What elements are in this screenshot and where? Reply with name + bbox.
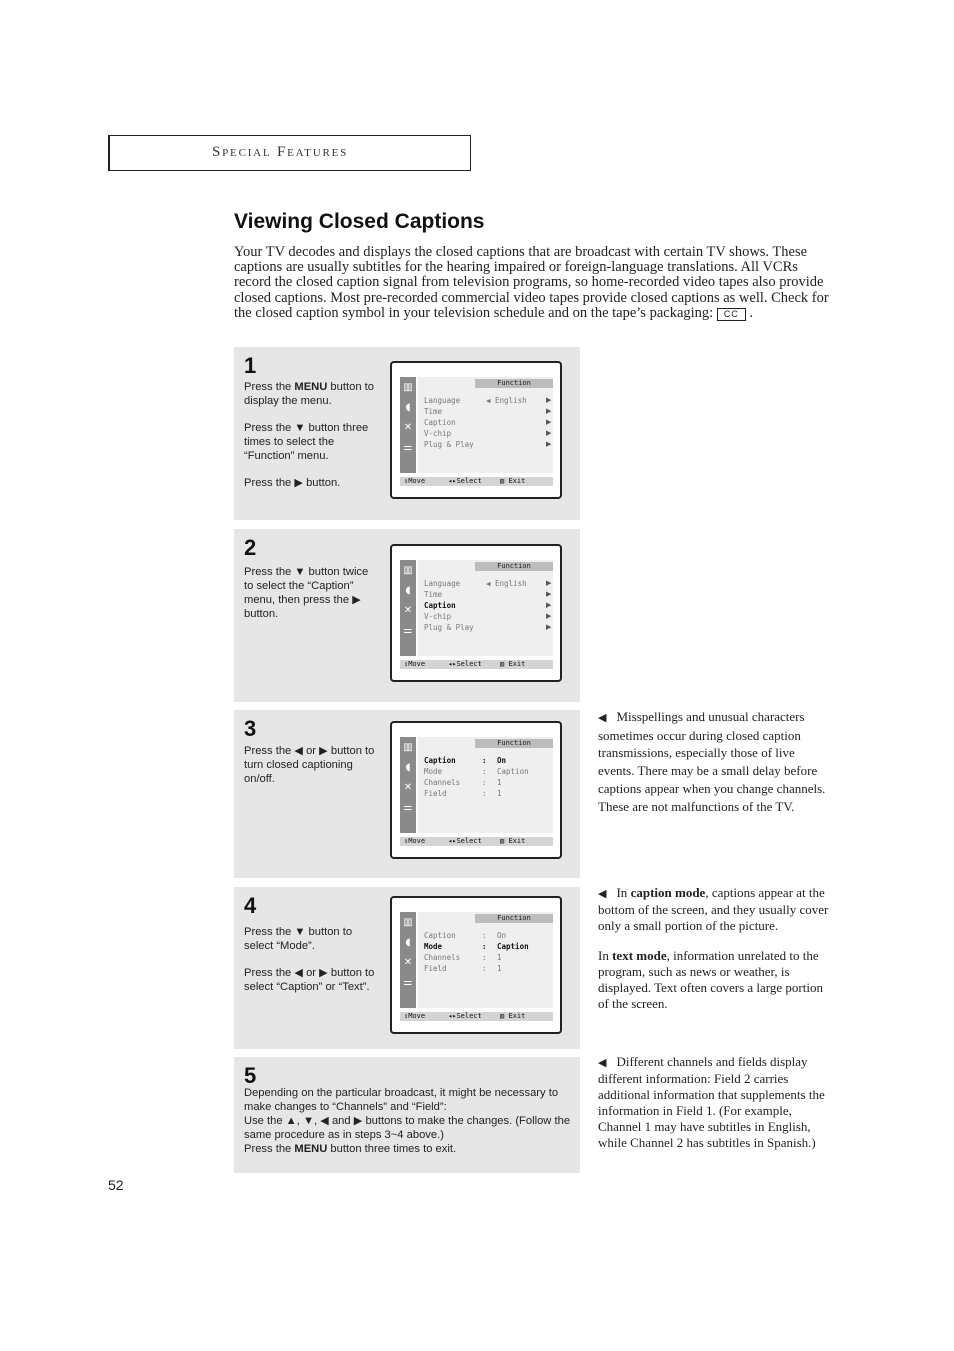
- menu-item[interactable]: [424, 953, 552, 962]
- menu-item-separator: :: [482, 942, 487, 951]
- step-1-panel: [234, 347, 580, 520]
- menu-item-value: Caption: [497, 942, 529, 951]
- menu-item-label: V-chip: [424, 429, 452, 438]
- move-hint: [404, 660, 425, 669]
- text-run: Misspellings and unusual characters sometimes occur during closed caption transmissions, especially those of live events. There may be a small delay before captions appear when you change channels. These are not malfunctions of the TV.: [598, 709, 826, 814]
- text-run: button to display the menu.: [244, 381, 374, 407]
- menu-item[interactable]: [424, 579, 552, 588]
- menu-item[interactable]: [424, 601, 552, 610]
- channel-icon: ✕: [403, 782, 413, 793]
- move-hint: [404, 1012, 425, 1021]
- menu-list: [418, 377, 553, 473]
- menu-item-label: Field: [424, 964, 447, 973]
- note-caption-mode: [598, 885, 834, 1026]
- menu-item-separator: :: [482, 953, 487, 962]
- menu-item-value: 1: [497, 964, 502, 973]
- chevron-right-icon: ▶: [546, 601, 552, 609]
- menu-item-separator: :: [482, 756, 487, 765]
- intro-end: .: [749, 304, 754, 321]
- select-hint: [448, 660, 482, 669]
- text-run: Different channels and fields display different information: Field 2 carries additional information that supplements the information in Field 1. (For example, Channel 1 may have subtitles in English, while Channel 2 has subtitles in Spanish.): [598, 1054, 825, 1150]
- move-label: Move: [408, 1012, 426, 1020]
- menu-item[interactable]: [424, 623, 552, 632]
- function-icon: ⚌: [403, 977, 413, 988]
- menu-item-label: Channels: [424, 953, 461, 962]
- instruction-paragraph: [244, 380, 380, 408]
- menu-list: [418, 560, 553, 656]
- text-run: Press the: [244, 381, 295, 393]
- chevron-right-icon: ▶: [546, 623, 552, 631]
- menu-item[interactable]: [424, 396, 552, 405]
- menu-list: [418, 912, 553, 1008]
- menu-item[interactable]: [424, 612, 552, 621]
- picture-icon: ▥: [403, 917, 413, 928]
- function-icon: ⚌: [403, 625, 413, 636]
- instruction-paragraph: [244, 421, 380, 463]
- function-icon: ⚌: [403, 442, 413, 453]
- channel-icon: ✕: [403, 957, 413, 968]
- text-run: Use the ▲, ▼, ◀ and ▶ buttons to make the changes. (Follow the same procedure as in steps 3~4 above.): [244, 1115, 571, 1141]
- menu-item-label: Language: [424, 579, 461, 588]
- menu-item-separator: :: [482, 778, 487, 787]
- step-instructions: [244, 380, 380, 503]
- intro-paragraph: [234, 245, 834, 321]
- note-misspellings: [598, 708, 834, 829]
- exit-hint: [500, 837, 525, 846]
- menu-item-value: Caption: [497, 767, 529, 776]
- menu-icon-column: [400, 560, 416, 656]
- exit-label: Exit: [508, 1012, 526, 1020]
- menu-item-label: Plug & Play: [424, 440, 474, 449]
- note-paragraph: [598, 885, 834, 934]
- step-instructions: [244, 565, 380, 634]
- move-label: Move: [408, 837, 426, 845]
- select-hint: [448, 1012, 482, 1021]
- menu-item-label: Field: [424, 789, 447, 798]
- intro-text: Your TV decodes and displays the closed captions that are broadcast with certain TV shows. These captions are usually subtitles for the hearing impaired or foreign-language translations. All VCRs record the closed caption signal from television programs, so home-recorded video tapes also provide closed captions. Most pre-recorded commercial video tapes provide closed captions as well. Check for the closed caption symbol in your television schedule and on the tape’s packaging:: [234, 244, 829, 321]
- note-paragraph: [598, 1054, 834, 1151]
- instruction-paragraph: [244, 476, 380, 490]
- menu-item-value: 1: [497, 953, 502, 962]
- menu-button-icon: ▥: [500, 1012, 509, 1020]
- note-channels-fields: [598, 1054, 834, 1165]
- menu-icon-column: [400, 737, 416, 833]
- menu-item[interactable]: [424, 767, 552, 776]
- menu-item[interactable]: [424, 778, 552, 787]
- section-label: Special Features: [212, 144, 349, 160]
- chevron-right-icon: ▶: [546, 579, 552, 587]
- menu-item-separator: :: [482, 767, 487, 776]
- menu-header: Function: [475, 739, 553, 748]
- menu-key-label: MENU: [294, 381, 328, 393]
- left-arrow-icon: ◀: [598, 711, 607, 724]
- picture-icon: ▥: [403, 382, 413, 393]
- instruction-paragraph: [244, 925, 380, 953]
- text-run: Press the ▼ button twice to select the “Caption” menu, then press the ▶ button.: [244, 566, 369, 620]
- menu-item[interactable]: [424, 590, 552, 599]
- cc-symbol: CC: [717, 308, 746, 321]
- menu-item-value: On: [497, 931, 507, 940]
- exit-label: Exit: [508, 837, 526, 845]
- menu-item-label: Caption: [424, 601, 456, 610]
- page-title: Viewing Closed Captions: [234, 210, 485, 233]
- sound-icon: ◖: [405, 937, 411, 948]
- menu-item[interactable]: [424, 964, 552, 973]
- menu-item-label: Time: [424, 407, 443, 416]
- tv-menu-screen: [390, 721, 562, 859]
- menu-help-bar: [400, 660, 553, 669]
- step-2-panel: [234, 529, 580, 702]
- menu-help-bar: [400, 1012, 553, 1021]
- step-number: 1: [244, 353, 257, 378]
- step-number: 3: [244, 716, 257, 741]
- menu-item-label: Language: [424, 396, 461, 405]
- tv-menu-screen: [390, 544, 562, 682]
- channel-icon: ✕: [403, 605, 413, 616]
- page-number: 52: [108, 1177, 124, 1193]
- exit-hint: [500, 660, 525, 669]
- function-icon: ⚌: [403, 802, 413, 813]
- text-run: , captions appear at the bottom of the screen, and they usually cover only a small portion of the picture.: [598, 885, 829, 933]
- chevron-right-icon: ▶: [546, 440, 552, 448]
- menu-item-separator: :: [482, 931, 487, 940]
- text-run: Press the ▼ button three times to select the “Function” menu.: [244, 422, 369, 462]
- text-run: In: [598, 948, 613, 963]
- menu-help-bar: [400, 477, 553, 486]
- select-hint: [448, 837, 482, 846]
- exit-hint: [500, 477, 525, 486]
- menu-item-label: V-chip: [424, 612, 452, 621]
- picture-icon: ▥: [403, 742, 413, 753]
- menu-button-icon: ▥: [500, 837, 509, 845]
- note-term: caption mode: [630, 885, 706, 900]
- menu-item[interactable]: [424, 429, 552, 438]
- menu-item[interactable]: [424, 942, 552, 951]
- channel-icon: ✕: [403, 422, 413, 433]
- text-run: Press the ◀ or ▶ button to turn closed captioning on/off.: [244, 745, 375, 785]
- step-number: 5: [244, 1063, 257, 1088]
- menu-item[interactable]: [424, 789, 552, 798]
- select-label: Select: [456, 477, 482, 485]
- menu-header: Function: [475, 379, 553, 388]
- step-instructions: [244, 925, 380, 1007]
- move-hint: [404, 477, 425, 486]
- instruction-paragraph: [244, 565, 380, 621]
- select-hint: [448, 477, 482, 486]
- move-hint: [404, 837, 425, 846]
- menu-button-icon: ▥: [500, 660, 509, 668]
- chevron-right-icon: ▶: [546, 590, 552, 598]
- menu-item-label: Mode: [424, 942, 443, 951]
- menu-item[interactable]: [424, 931, 552, 940]
- tv-menu-screen: [390, 361, 562, 499]
- instruction-paragraph: [244, 966, 380, 994]
- instruction-paragraph: [244, 744, 380, 786]
- chevron-right-icon: ▶: [546, 407, 552, 415]
- menu-help-bar: [400, 837, 553, 846]
- text-run: Press the ▶ button.: [244, 477, 341, 489]
- instruction-line: [244, 1114, 572, 1142]
- menu-item-value: ◀ English: [486, 579, 527, 588]
- step-instructions: [244, 1086, 572, 1156]
- move-label: Move: [408, 660, 426, 668]
- chevron-right-icon: ▶: [546, 612, 552, 620]
- step-number: 4: [244, 893, 257, 918]
- menu-item-label: Caption: [424, 756, 456, 765]
- updown-arrow-icon: ⇕: [404, 837, 409, 845]
- menu-item-label: Mode: [424, 767, 443, 776]
- step-number: 2: [244, 535, 257, 560]
- step-instructions: [244, 744, 380, 799]
- note-paragraph: [598, 708, 834, 815]
- menu-item-label: Plug & Play: [424, 623, 474, 632]
- menu-header: Function: [475, 914, 553, 923]
- sound-icon: ◖: [405, 402, 411, 413]
- section-header: [108, 135, 471, 171]
- sound-icon: ◖: [405, 585, 411, 596]
- leftright-arrow-icon: ◂▸: [448, 477, 457, 485]
- leftright-arrow-icon: ◂▸: [448, 660, 457, 668]
- text-run: Depending on the particular broadcast, it might be necessary to make changes to “Channels” and “Field”:: [244, 1087, 559, 1113]
- tv-menu-screen: [390, 896, 562, 1034]
- instruction-line: [244, 1086, 572, 1114]
- left-arrow-icon: ◀: [598, 1056, 607, 1069]
- note-paragraph: [598, 948, 834, 1012]
- text-run: button three times to exit.: [327, 1143, 457, 1155]
- menu-icon-column: [400, 912, 416, 1008]
- chevron-right-icon: ▶: [546, 429, 552, 437]
- instruction-line: [244, 1142, 572, 1156]
- note-term: text mode: [612, 948, 667, 963]
- menu-item-value: On: [497, 756, 507, 765]
- menu-button-icon: ▥: [500, 477, 509, 485]
- menu-item[interactable]: [424, 418, 552, 427]
- menu-item[interactable]: [424, 407, 552, 416]
- menu-item-label: Channels: [424, 778, 461, 787]
- menu-key-label: MENU: [294, 1143, 328, 1155]
- menu-item-label: Caption: [424, 931, 456, 940]
- menu-item-label: Time: [424, 590, 443, 599]
- updown-arrow-icon: ⇕: [404, 660, 409, 668]
- menu-item-value: 1: [497, 778, 502, 787]
- picture-icon: ▥: [403, 565, 413, 576]
- text-run: Press the ▼ button to select “Mode”.: [244, 926, 353, 952]
- menu-list: [418, 737, 553, 833]
- menu-item-separator: :: [482, 789, 487, 798]
- menu-icon-column: [400, 377, 416, 473]
- exit-hint: [500, 1012, 525, 1021]
- menu-item-separator: :: [482, 964, 487, 973]
- exit-label: Exit: [508, 477, 526, 485]
- text-run: Press the ◀ or ▶ button to select “Caption” or “Text”.: [244, 967, 375, 993]
- step-5-panel: [234, 1057, 580, 1173]
- updown-arrow-icon: ⇕: [404, 1012, 409, 1020]
- menu-item[interactable]: [424, 756, 552, 765]
- leftright-arrow-icon: ◂▸: [448, 1012, 457, 1020]
- text-run: In: [616, 885, 631, 900]
- menu-header: Function: [475, 562, 553, 571]
- sound-icon: ◖: [405, 762, 411, 773]
- select-label: Select: [456, 660, 482, 668]
- move-label: Move: [408, 477, 426, 485]
- menu-item-value: ◀ English: [486, 396, 527, 405]
- select-label: Select: [456, 837, 482, 845]
- left-arrow-icon: ◀: [598, 887, 607, 900]
- menu-item-label: Caption: [424, 418, 456, 427]
- chevron-right-icon: ▶: [546, 418, 552, 426]
- updown-arrow-icon: ⇕: [404, 477, 409, 485]
- chevron-right-icon: ▶: [546, 396, 552, 404]
- select-label: Select: [456, 1012, 482, 1020]
- exit-label: Exit: [508, 660, 526, 668]
- text-run: Press the: [244, 1143, 295, 1155]
- text-run: , information unrelated to the program, such as news or weather, is displayed. Text often covers a large portion of the screen.: [598, 948, 823, 1011]
- step-3-panel: [234, 710, 580, 878]
- step-4-panel: [234, 887, 580, 1049]
- menu-item[interactable]: [424, 440, 552, 449]
- leftright-arrow-icon: ◂▸: [448, 837, 457, 845]
- menu-item-value: 1: [497, 789, 502, 798]
